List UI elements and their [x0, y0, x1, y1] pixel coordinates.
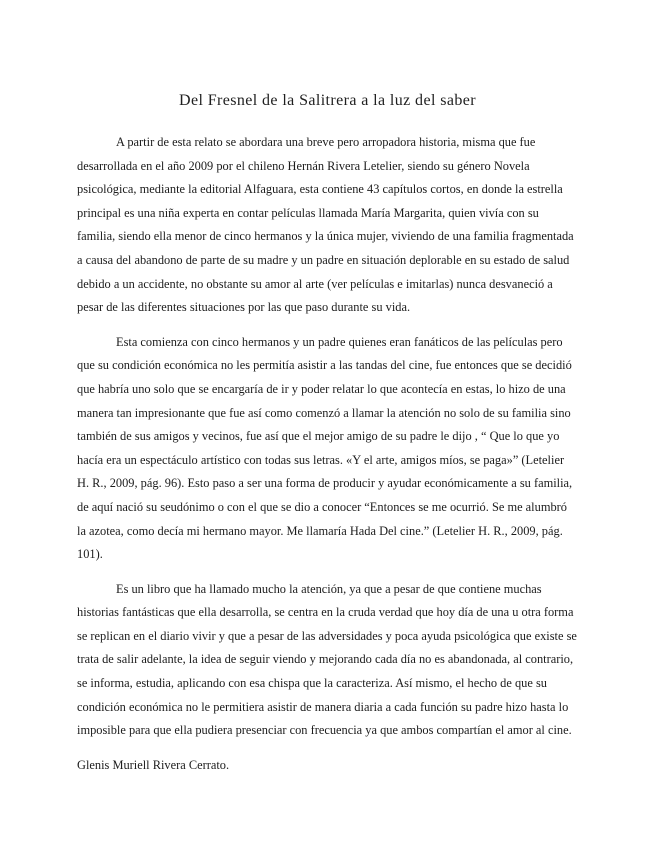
author-signature: Glenis Muriell Rivera Cerrato.: [77, 757, 230, 772]
paragraph-3: Es un libro que ha llamado mucho la atención, ya que a pesar de que contiene muchas historias fantásticas que ella desarrolla, se centra en la cruda verdad que hoy día de una u otra forma se replican en el diario vivir y que a pesar de las adversidades y poca ayuda psicológica que existe se trata de salir adelante, la idea de seguir viendo y mejorando cada día no es abandonada, al contrario, se informa, estudia, aplicando con esa chispa que la caracteriza. Así mismo, el hecho de que su condición económica no le permitiera asistir de manera diaria a cada función su padre hizo hasta lo imposible para que ella pudiera presenciar con frecuencia ya que ambos compartían el amor al cine.: [77, 581, 577, 738]
document-body: [77, 131, 577, 777]
paragraph-1: A partir de esta relato se abordara una breve pero arropadora historia, misma que fue desarrollada en el año 2009 por el chileno Hernán Rivera Letelier, siendo su género Novela psicológica, mediante la editorial Alfaguara, esta contiene 43 capítulos cortos, en donde la estrella principal es una niña experta en contar películas llamada María Margarita, quien vivía con su familia, siendo ella menor de cinco hermanos y la única mujer, viviendo de una familia fragmentada a causa del abandono de parte de su madre y un padre en situación deplorable en su estado de salud debido a un accidente, no obstante su amor al arte (ver películas e imitarlas) nunca desvaneció a pesar de las diferentes situaciones por las que paso durante su vida.: [77, 135, 574, 315]
document-title: Del Fresnel de la Salitrera a la luz del saber: [179, 92, 476, 109]
paragraph-2: Esta comienza con cinco hermanos y un padre quienes eran fanáticos de las películas pero que su condición económica no les permitía asistir a las tandas del cine, fue entonces que se decidió que habría uno solo que se encargaría de ir y poder relatar lo que acontecía en estas, lo hizo de una manera tan impresionante que fue así como comenzó a llamar la atención no solo de su familia sino también de sus amigos y vecinos, fue así que el mejor amigo de su padre le dijo , “ Que lo que yo hacía era un espectáculo artístico con todas sus letras. «Y el arte, amigos míos, se paga»” (Letelier H. R., 2009, pág. 96). Esto paso a ser una forma de producir y ayudar económicamente a su familia, de aquí nació su seudónimo o con el que se dio a conocer “Entonces se me ocurrió. Se me alumbró la azotea, como decía mi hermano mayor. Me llamaría Hada Del cine.” (Letelier H. R., 2009, pág. 101).: [77, 334, 573, 562]
